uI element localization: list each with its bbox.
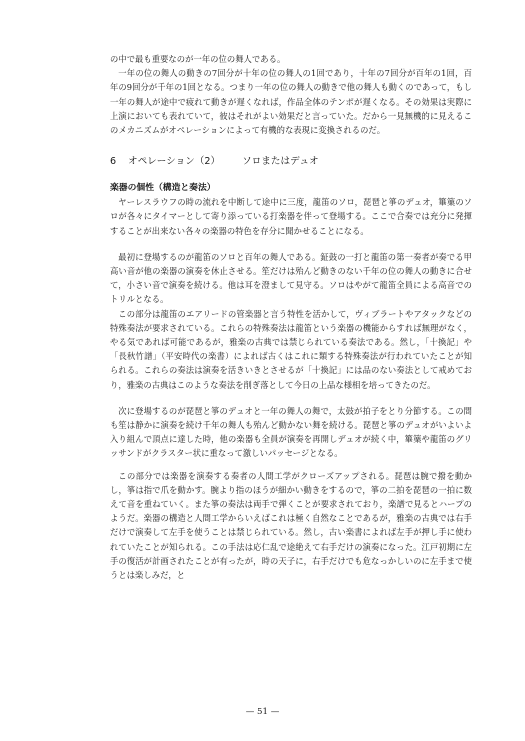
- spacer: [110, 461, 472, 469]
- section-title: オペレーション（2）: [128, 156, 221, 168]
- subheading: 楽器の個性（構造と奏法）: [110, 183, 216, 194]
- spacer: [110, 169, 472, 181]
- spacer: [110, 137, 472, 155]
- section-heading: [110, 155, 472, 169]
- paragraph: 一年の位の舞人の動きの7回分が十年の位の舞人の1回であり，十年の7回分が百年の1回，百年の9回分が千年の1回となる。つまり一年の位の舞人の動きで他の舞人も動くのであって，もし一年の舞人が途中で疲れて動きが遅くなれば，作品全体のテンポが遅くなる。その効果は実際に上演においても表れていて，彼はそれがよい効果だと言っていた。だから一見無機的に見えるこのメカニズムがオペレーションによって有機的な表現に変換されるのだ。: [110, 68, 472, 136]
- paragraph: この部分では楽器を演奏する奏者の人間工学がクローズアップされる。琵琶は腕で撥を動かし，箏は指で爪を動かす。腕より指のほうが細かい動きをするので，箏の二拍を琵琶の一拍に数えて音を重ねていく。また箏の奏法は両手で弾くことが要求されており，楽譜で見るとハープのようだ。楽器の構造と人間工学からいえばこれは極く自然なことであるが，雅楽の古典では右手だけで演奏して左手を使うことは禁じられている。然し，古い楽書によれば左手が押し手に使われていたことが知られる。この手法は応仁乱で途絶えて右手だけの演奏になった。江戸初期に左手の復活が計画されたことが有ったが，時の天子に，右手だけでも危なっかしいのに左手まで使うとは楽しみだ，と: [110, 470, 472, 581]
- spacer: [110, 238, 472, 250]
- spacer: [110, 392, 472, 404]
- paragraph: 最初に登場するのが龍笛のソロと百年の舞人である。鉦鼓の一打と龍笛の第一奏者が奏でる甲高い音が他の楽器の演奏を休止させる。笙だけは殆んど動きのない千年の位の舞人の動きに合せて，小さい音で演奏を続ける。他は耳を澄まして見守る。ソロはやがて龍笛全員による高音でのトリルとなる。: [110, 251, 472, 305]
- page-body: [110, 52, 472, 582]
- paragraph: 次に登場するのが琵琶と箏のデュオと一年の舞人の舞で，太鼓が拍子をとり分節する。この間も笙は静かに演奏を続け千年の舞人も殆んど動かない舞を続ける。琵琶と箏のデュオがいよいよ入り組んで頂点に達した時，他の楽器も全員が演奏を再開しデュオが続く中，篳篥や龍笛のグリッサンドがクラスター状に重なって激しいパッセージとなる。: [110, 405, 472, 459]
- paragraph-continued: の中で最も重要なのが一年の位の舞人である。: [110, 54, 286, 64]
- paragraph: ヤーレスラウフの時の流れを中断して途中に三度，龍笛のソロ，琵琶と箏のデュオ，篳篥のソロが各々にタイマーとして寄り添っている打楽器を伴って登場する。ここで合奏では充分に発揮することが出来ない各々の楽器の特色を存分に聞かせることになる。: [110, 197, 472, 236]
- section-subtitle: ソロまたはデュオ: [242, 156, 319, 168]
- section-number: 6: [110, 156, 117, 168]
- page-number: — 51 —: [245, 707, 280, 717]
- paragraph: この部分は龍笛のエアリードの管楽器と言う特性を活かして，ヴィブラートやアタックなどの特殊奏法が要求されている。これらの特殊奏法は龍笛という楽器の機能からすれば無理がなく，やる気であれば可能であるが，雅楽の古典では禁じられている奏法である。然し，「十換記」や「長秋竹譜」（平安時代の楽書）によれば古くはこれに類する特殊奏法が行われていたことが知られる。これらの奏法は演奏を活きいきとさせるが「十換記」には品のない奏法として戒めており，雅楽の古典はこのような奏法を削ぎ落として今日の上品な様相を培ってきたのだ。: [110, 308, 472, 390]
